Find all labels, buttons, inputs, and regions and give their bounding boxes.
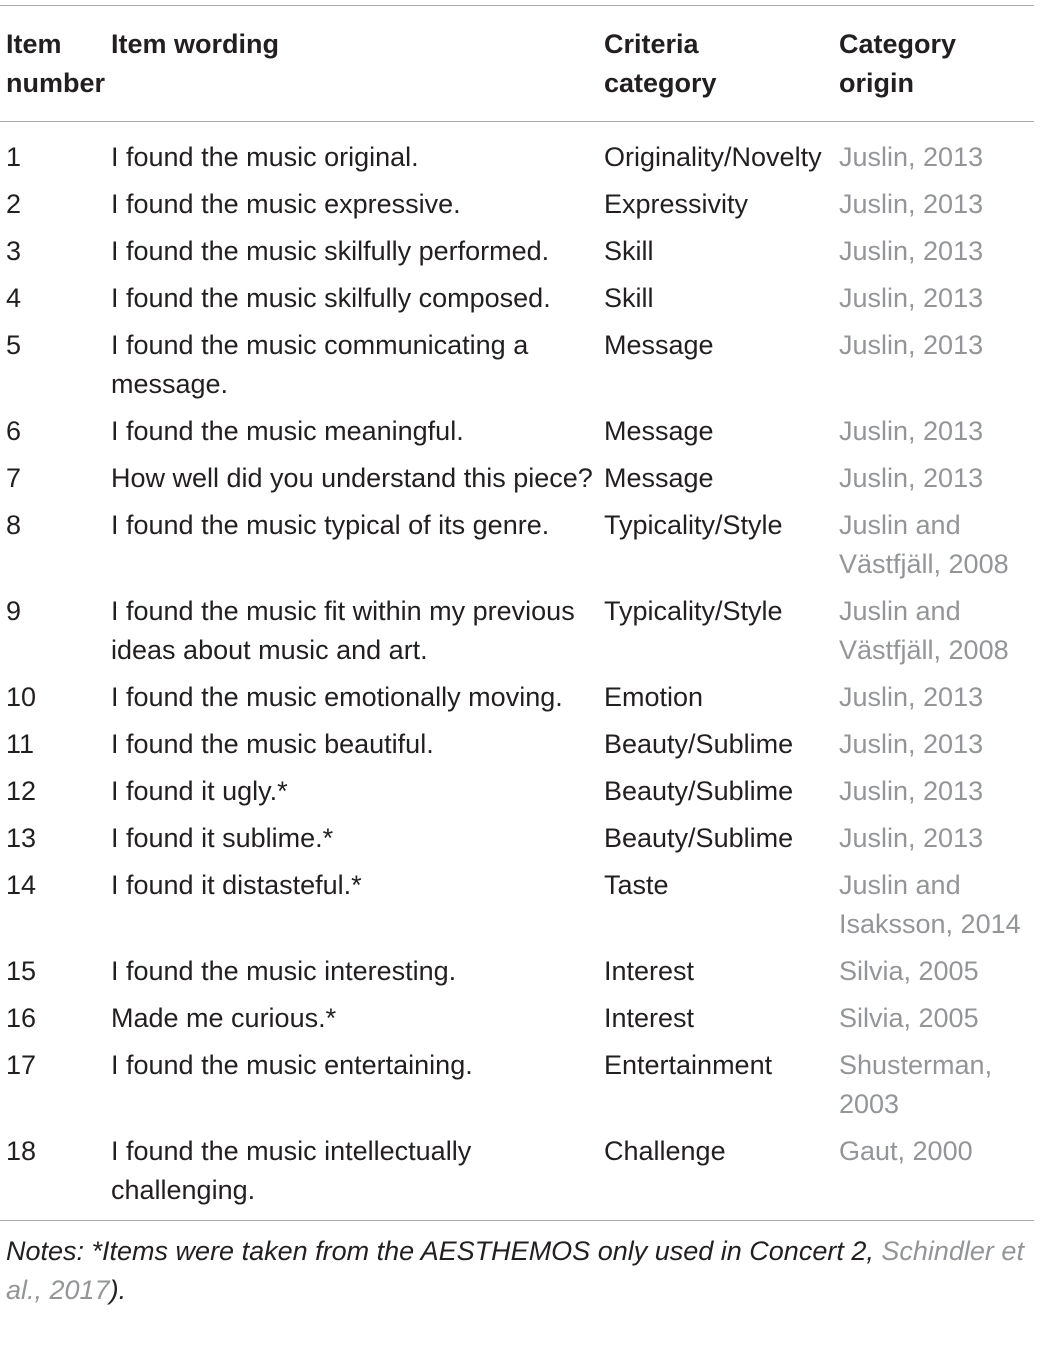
category-origin-cell: Juslin, 2013 xyxy=(839,416,984,446)
criteria-category-cell: Skill xyxy=(604,283,654,313)
item-wording-cell: I found it distasteful.* xyxy=(111,870,362,900)
item-number-cell: 2 xyxy=(6,189,22,219)
category-origin-cell: Gaut, 2000 xyxy=(839,1136,973,1166)
category-origin-cell: Juslin, 2013 xyxy=(839,330,984,360)
item-wording-cell: I found it ugly.* xyxy=(111,776,288,806)
category-origin-cell: Juslin, 2013 xyxy=(839,682,984,712)
item-number-cell: 18 xyxy=(6,1136,37,1166)
table-row xyxy=(0,459,1034,506)
category-origin-cell: Juslin, 2013 xyxy=(839,729,984,759)
table-row xyxy=(0,326,1034,412)
criteria-category-cell: Message xyxy=(604,330,714,360)
criteria-category-cell: Expressivity xyxy=(604,189,749,219)
table-row xyxy=(0,1132,1034,1220)
table-row xyxy=(0,999,1034,1046)
item-number-cell: 17 xyxy=(6,1050,37,1080)
table-row xyxy=(0,819,1034,866)
notes-closing: ). xyxy=(109,1275,127,1305)
table-row xyxy=(0,1046,1034,1132)
header-category-origin: Category origin xyxy=(839,29,957,98)
items-table-body xyxy=(0,122,1034,1220)
item-number-cell: 14 xyxy=(6,870,37,900)
category-origin-cell: Juslin, 2013 xyxy=(839,463,984,493)
items-table xyxy=(0,6,1034,121)
table-row xyxy=(0,122,1034,185)
criteria-category-cell: Beauty/Sublime xyxy=(604,729,794,759)
item-wording-cell: I found the music original. xyxy=(111,142,419,172)
table-row xyxy=(0,678,1034,725)
criteria-category-cell: Typicality/Style xyxy=(604,510,783,540)
item-wording-cell: I found it sublime.* xyxy=(111,823,334,853)
item-wording-cell: I found the music skilfully composed. xyxy=(111,283,551,313)
item-wording-cell: I found the music expressive. xyxy=(111,189,461,219)
item-wording-cell: Made me curious.* xyxy=(111,1003,337,1033)
criteria-category-cell: Challenge xyxy=(604,1136,726,1166)
criteria-category-cell: Beauty/Sublime xyxy=(604,776,794,806)
table-row xyxy=(0,506,1034,592)
category-origin-cell: Juslin and Västfjäll, 2008 xyxy=(839,596,1009,665)
criteria-category-cell: Typicality/Style xyxy=(604,596,783,626)
category-origin-cell: Shusterman, 2003 xyxy=(839,1050,993,1119)
table-row xyxy=(0,412,1034,459)
item-number-cell: 15 xyxy=(6,956,37,986)
table-row xyxy=(0,725,1034,772)
header-row xyxy=(0,6,1034,121)
criteria-category-cell: Entertainment xyxy=(604,1050,773,1080)
item-wording-cell: How well did you understand this piece? xyxy=(111,463,593,493)
table-row xyxy=(0,185,1034,232)
category-origin-cell: Juslin, 2013 xyxy=(839,283,984,313)
notes-text: Notes: *Items were taken from the AESTHEMOS only used in Concert 2, xyxy=(6,1236,882,1266)
criteria-category-cell: Taste xyxy=(604,870,669,900)
item-wording-cell: I found the music beautiful. xyxy=(111,729,434,759)
table-row xyxy=(0,772,1034,819)
item-wording-cell: I found the music fit within my previous ideas about music and art. xyxy=(111,596,575,665)
criteria-category-cell: Interest xyxy=(604,956,695,986)
category-origin-cell: Juslin, 2013 xyxy=(839,236,984,266)
criteria-category-cell: Interest xyxy=(604,1003,695,1033)
item-number-cell: 12 xyxy=(6,776,37,806)
header-item-wording: Item wording xyxy=(111,29,279,59)
item-wording-cell: I found the music typical of its genre. xyxy=(111,510,550,540)
item-number-cell: 7 xyxy=(6,463,22,493)
item-number-cell: 5 xyxy=(6,330,22,360)
category-origin-cell: Juslin, 2013 xyxy=(839,189,984,219)
header-criteria-category: Criteria category xyxy=(604,29,717,98)
notes-reference-link[interactable]: Schindler et al., 2017 xyxy=(6,1236,1024,1305)
criteria-category-cell: Originality/Novelty xyxy=(604,142,822,172)
item-wording-cell: I found the music entertaining. xyxy=(111,1050,473,1080)
table-row xyxy=(0,866,1034,952)
table-row xyxy=(0,232,1034,279)
item-number-cell: 16 xyxy=(6,1003,37,1033)
table-row xyxy=(0,279,1034,326)
item-number-cell: 10 xyxy=(6,682,37,712)
table-header xyxy=(0,6,1034,121)
item-number-cell: 13 xyxy=(6,823,37,853)
item-number-cell: 4 xyxy=(6,283,22,313)
item-wording-cell: I found the music skilfully performed. xyxy=(111,236,550,266)
item-wording-cell: I found the music communicating a message. xyxy=(111,330,529,399)
item-number-cell: 8 xyxy=(6,510,22,540)
item-wording-cell: I found the music interesting. xyxy=(111,956,457,986)
criteria-category-cell: Message xyxy=(604,416,714,446)
criteria-category-cell: Beauty/Sublime xyxy=(604,823,794,853)
item-wording-cell: I found the music emotionally moving. xyxy=(111,682,563,712)
table-row xyxy=(0,952,1034,999)
category-origin-cell: Juslin, 2013 xyxy=(839,776,984,806)
item-number-cell: 11 xyxy=(6,729,35,759)
item-wording-cell: I found the music meaningful. xyxy=(111,416,464,446)
category-origin-cell: Silvia, 2005 xyxy=(839,956,979,986)
category-origin-cell: Juslin and Isaksson, 2014 xyxy=(839,870,1021,939)
category-origin-cell: Juslin, 2013 xyxy=(839,142,984,172)
header-item-number: Item number xyxy=(6,29,106,98)
category-origin-cell: Juslin and Västfjäll, 2008 xyxy=(839,510,1009,579)
item-number-cell: 6 xyxy=(6,416,22,446)
item-number-cell: 3 xyxy=(6,236,22,266)
table-notes xyxy=(0,1221,1034,1310)
item-number-cell: 9 xyxy=(6,596,22,626)
criteria-category-cell: Skill xyxy=(604,236,654,266)
item-number-cell: 1 xyxy=(6,142,22,172)
criteria-category-cell: Message xyxy=(604,463,714,493)
category-origin-cell: Silvia, 2005 xyxy=(839,1003,979,1033)
item-wording-cell: I found the music intellectually challenging. xyxy=(111,1136,472,1205)
category-origin-cell: Juslin, 2013 xyxy=(839,823,984,853)
criteria-category-cell: Emotion xyxy=(604,682,704,712)
table-body xyxy=(0,122,1034,1220)
table-row xyxy=(0,592,1034,678)
